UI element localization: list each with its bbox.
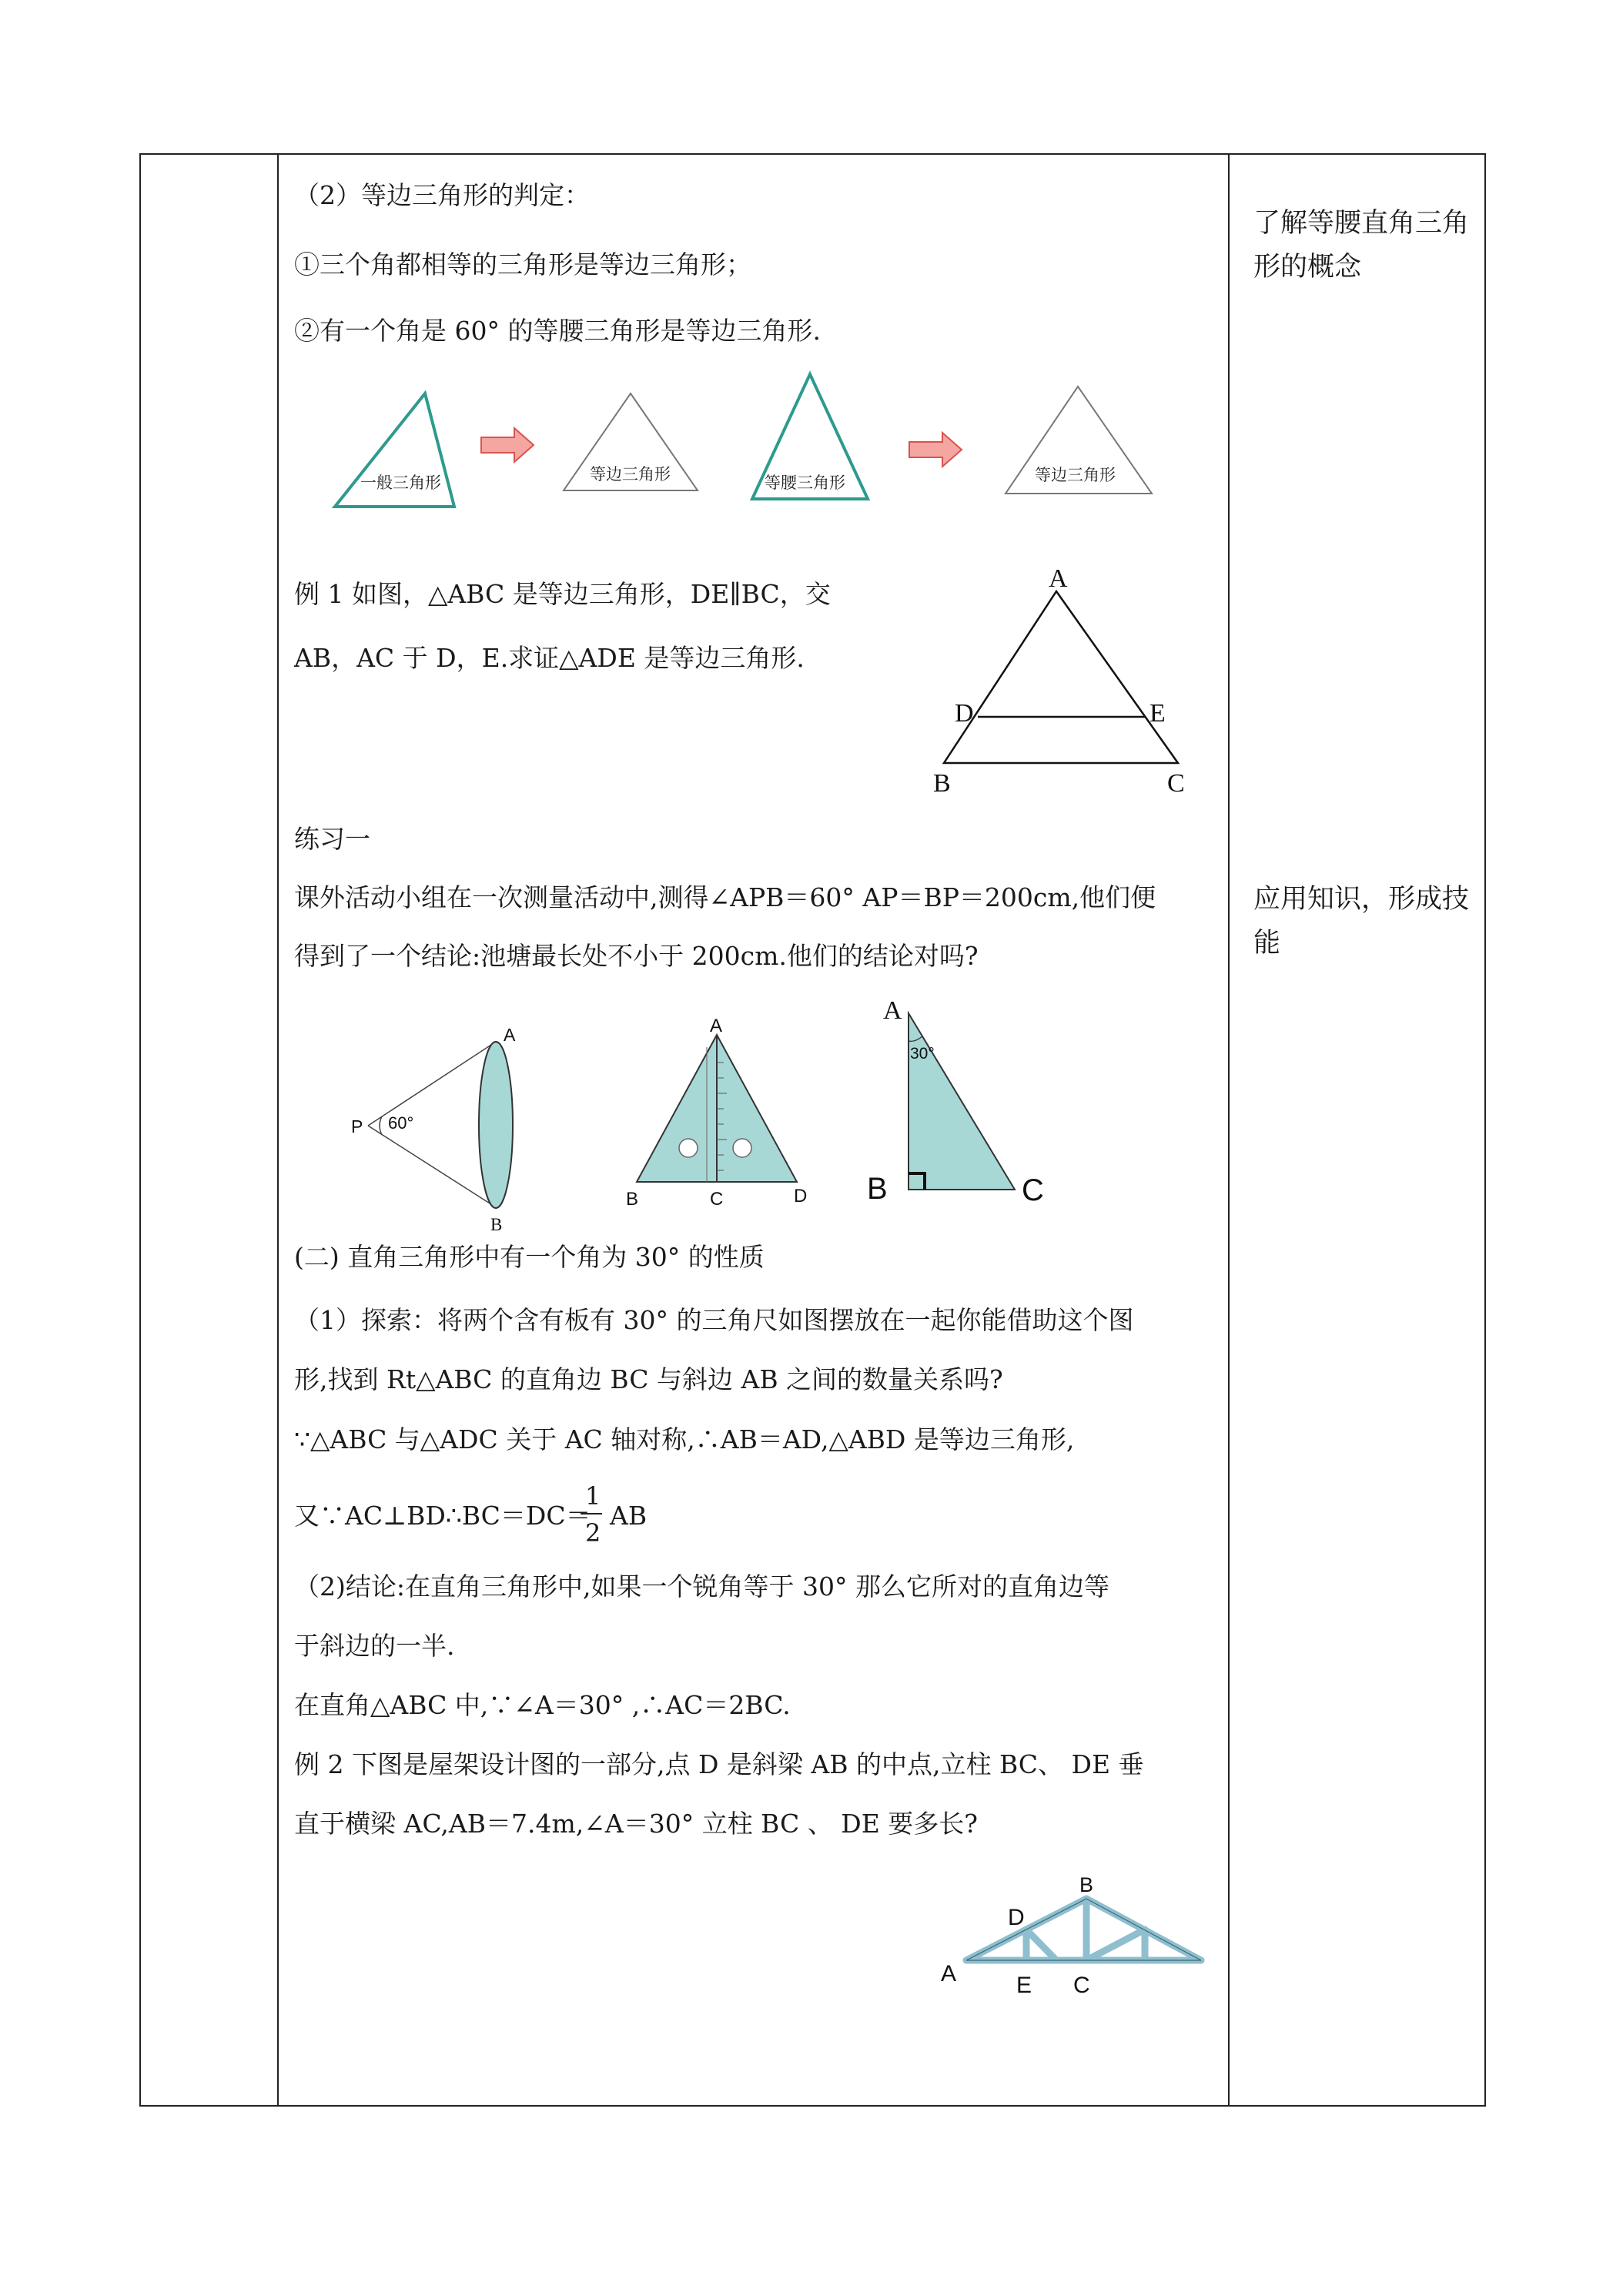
ruler-label-d: D bbox=[794, 1186, 808, 1207]
triangle-flow-diagram bbox=[335, 374, 1152, 507]
proof-line-2: 又∵AC⊥BD∴BC＝DC＝ bbox=[294, 1501, 591, 1531]
angle-arc bbox=[380, 1116, 382, 1135]
example-1-line-1: 例 1 如图，△ABC 是等边三角形，DE∥BC，交 bbox=[294, 579, 831, 609]
example-1-figure bbox=[933, 564, 1185, 798]
hole-right bbox=[733, 1139, 751, 1157]
flow-label-general: 一般三角形 bbox=[360, 474, 441, 492]
hole-left bbox=[679, 1139, 698, 1157]
label-c: C bbox=[1167, 769, 1185, 798]
truss-label-c: C bbox=[1073, 1973, 1090, 1998]
arrow-right-icon-2 bbox=[909, 433, 962, 467]
conclusion-line-1: （2)结论:在直角三角形中,如果一个锐角等于 30° 那么它所对的直角边等 bbox=[294, 1571, 1109, 1602]
practice-title: 练习一 bbox=[294, 824, 370, 854]
ruler-label-b: B bbox=[626, 1189, 639, 1210]
conclusion-line-3: 在直角△ABC 中,∵∠A＝30° ,∴AC＝2BC. bbox=[294, 1690, 791, 1720]
truss-label-d: D bbox=[1008, 1905, 1025, 1930]
part-2-title: (二) 直角三角形中有一个角为 30° 的性质 bbox=[294, 1242, 765, 1272]
explore-line-1: （1）探索：将两个含有板有 30° 的三角尺如图摆放在一起你能借助这个图 bbox=[294, 1305, 1134, 1335]
triangle-abc bbox=[944, 591, 1178, 763]
fraction-numerator: 1 bbox=[585, 1481, 601, 1511]
section-2-title: （2）等边三角形的判定： bbox=[294, 180, 590, 210]
roof-truss-figure bbox=[966, 1899, 1201, 1960]
explore-line-2: 形,找到 Rt△ABC 的直角边 BC 与斜边 AB 之间的数量关系吗? bbox=[294, 1364, 1003, 1394]
pond-label-p: P bbox=[351, 1116, 363, 1136]
pond-figure bbox=[351, 1025, 516, 1234]
proof-line-2-suffix: AB bbox=[610, 1501, 648, 1531]
label-a: A bbox=[1049, 564, 1068, 593]
practice-line-1: 课外活动小组在一次测量活动中,测得∠APB＝60° AP＝BP＝200cm,他们便 bbox=[294, 882, 1156, 912]
pond-label-a: A bbox=[504, 1025, 516, 1045]
setsquare-label-a: A bbox=[883, 996, 902, 1025]
example-1-line-2: AB，AC 于 D，E.求证△ADE 是等边三角形. bbox=[294, 643, 805, 673]
conclusion-line-2: 于斜边的一半. bbox=[294, 1631, 455, 1661]
ruler-label-a: A bbox=[710, 1016, 723, 1036]
setsquare-label-angle: 30° bbox=[910, 1045, 935, 1063]
rule-2: ②有一个角是 60° 的等腰三角形是等边三角形. bbox=[294, 316, 821, 346]
flow-label-isosceles: 等腰三角形 bbox=[765, 474, 845, 492]
flow-label-equilateral-2: 等边三角形 bbox=[1035, 466, 1116, 484]
label-d: D bbox=[955, 699, 974, 728]
rule-1: ①三个角都相等的三角形是等边三角形； bbox=[294, 249, 751, 279]
truss-label-e: E bbox=[1016, 1973, 1032, 1998]
right-triangle-abc bbox=[909, 1013, 1015, 1190]
flow-label-equilateral-1: 等边三角形 bbox=[590, 465, 671, 484]
set-square-30-figure bbox=[867, 996, 1044, 1207]
side-note-concept: 了解等腰直角三角形的概念 bbox=[1253, 208, 1470, 283]
proof-line-1: ∵△ABC 与△ADC 关于 AC 轴对称,∴AB＝AD,△ABD 是等边三角形, bbox=[294, 1424, 1075, 1454]
side-note-apply: 应用知识，形成技能 bbox=[1253, 884, 1470, 959]
pond-label-b: B bbox=[490, 1215, 503, 1234]
ruler-triangle-figure bbox=[626, 1016, 807, 1210]
arrow-right-icon bbox=[481, 428, 534, 462]
setsquare-label-c: C bbox=[1022, 1173, 1044, 1207]
fraction-denominator: 2 bbox=[585, 1518, 601, 1548]
ruler-label-c: C bbox=[710, 1189, 724, 1210]
truss-label-b: B bbox=[1079, 1873, 1094, 1896]
setsquare-label-b: B bbox=[867, 1172, 888, 1206]
example-2-line-2: 直于横梁 AC,AB＝7.4m,∠A＝30° 立柱 BC 、 DE 要多长? bbox=[294, 1809, 979, 1839]
pond-ellipse bbox=[479, 1042, 513, 1208]
practice-line-2: 得到了一个结论:池塘最长处不小于 200cm.他们的结论对吗? bbox=[294, 941, 979, 971]
label-b: B bbox=[933, 769, 951, 798]
label-e: E bbox=[1149, 699, 1166, 728]
segment-pb bbox=[368, 1126, 496, 1207]
segment-pa bbox=[368, 1042, 496, 1126]
example-2-line-1: 例 2 下图是屋架设计图的一部分,点 D 是斜梁 AB 的中点,立柱 BC、 DE 垂 bbox=[294, 1749, 1144, 1779]
truss-label-a: A bbox=[941, 1961, 957, 1986]
pond-label-angle: 60° bbox=[388, 1113, 414, 1133]
